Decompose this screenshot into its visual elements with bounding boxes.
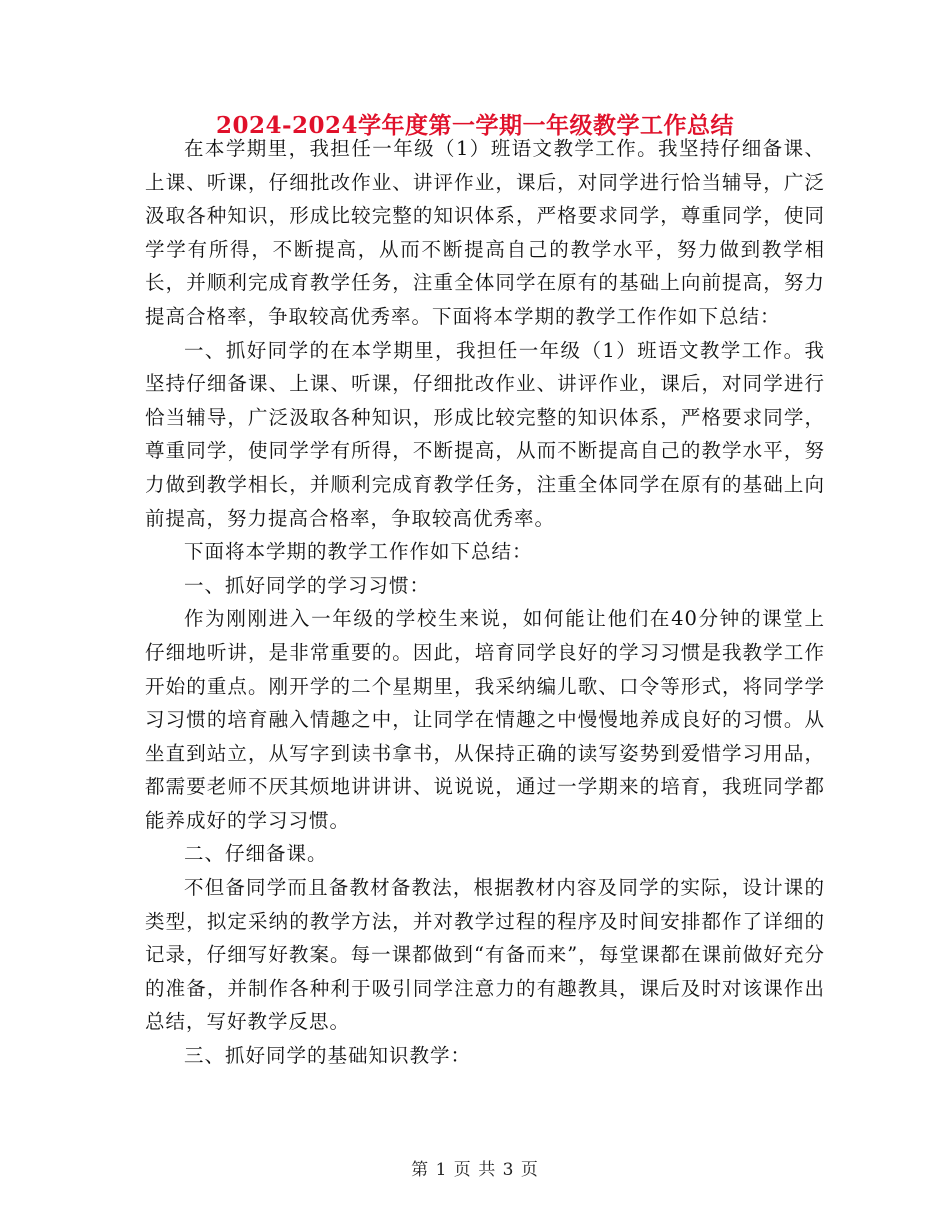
paragraph-summary-lead: 下面将本学期的教学工作作如下总结： [184,540,533,564]
page-footer: 第 1 页 共 3 页 [411,1160,539,1180]
document-body [145,132,825,1073]
paragraph-section-1-intro: 一、抓好同学的在本学期里，我担任一年级（1）班语文教学工作。我坚持仔细备课、上课、听课，仔细批改作业、讲评作业，课后，对同学进行恰当辅导，广泛汲取各种知识，形成比较完整的知识体系，严格要求同学，尊重同学，使同学学有所得，不断提高，从而不断提高自己的教学水平，努力做到教学相长，并顺利完成育教学任务，注重全体同学在原有的基础上向前提高，努力提高合格率，争取较高优秀率。 [145,338,825,530]
heading-basic-knowledge: 三、抓好同学的基础知识教学： [184,1044,472,1068]
paragraph-study-habits: 作为刚刚进入一年级的学校生来说，如何能让他们在40分钟的课堂上仔细地听讲，是非常重要的。因此，培育同学良好的学习习惯是我教学工作开始的重点。刚开学的二个星期里，我采纳编儿歌、口令等形式，将同学学习习惯的培育融入情趣之中，让同学在情趣之中慢慢地养成良好的习惯。从坐直到站立，从写字到读书拿书，从保持正确的读写姿势到爱惜学习用品，都需要老师不厌其烦地讲讲讲、说说说，通过一学期来的培育，我班同学都能养成好的学习习惯。 [145,607,825,832]
document-title: 2024-2024学年度第一学期一年级教学工作总结 [215,112,735,139]
heading-study-habits: 一、抓好同学的学习习惯： [184,573,431,597]
heading-lesson-prep: 二、仔细备课。 [184,842,328,866]
paragraph-lesson-prep: 不但备同学而且备教材备教法，根据教材内容及同学的实际，设计课的类型，拟定采纳的教学方法，并对教学过程的程序及时间安排都作了详细的记录，仔细写好教案。每一课都做到“有备而来”，每堂课都在课前做好充分的准备，并制作各种利于吸引同学注意力的有趣教具，课后及时对该课作出总结，写好教学反思。 [145,876,825,1034]
paragraph-intro: 在本学期里，我担任一年级（1）班语文教学工作。我坚持仔细备课、上课、听课，仔细批改作业、讲评作业，课后，对同学进行恰当辅导，广泛汲取各种知识，形成比较完整的知识体系，严格要求同学，尊重同学，使同学学有所得，不断提高，从而不断提高自己的教学水平，努力做到教学相长，并顺利完成育教学任务，注重全体同学在原有的基础上向前提高，努力提高合格率，争取较高优秀率。下面将本学期的教学工作作如下总结： [145,137,825,328]
